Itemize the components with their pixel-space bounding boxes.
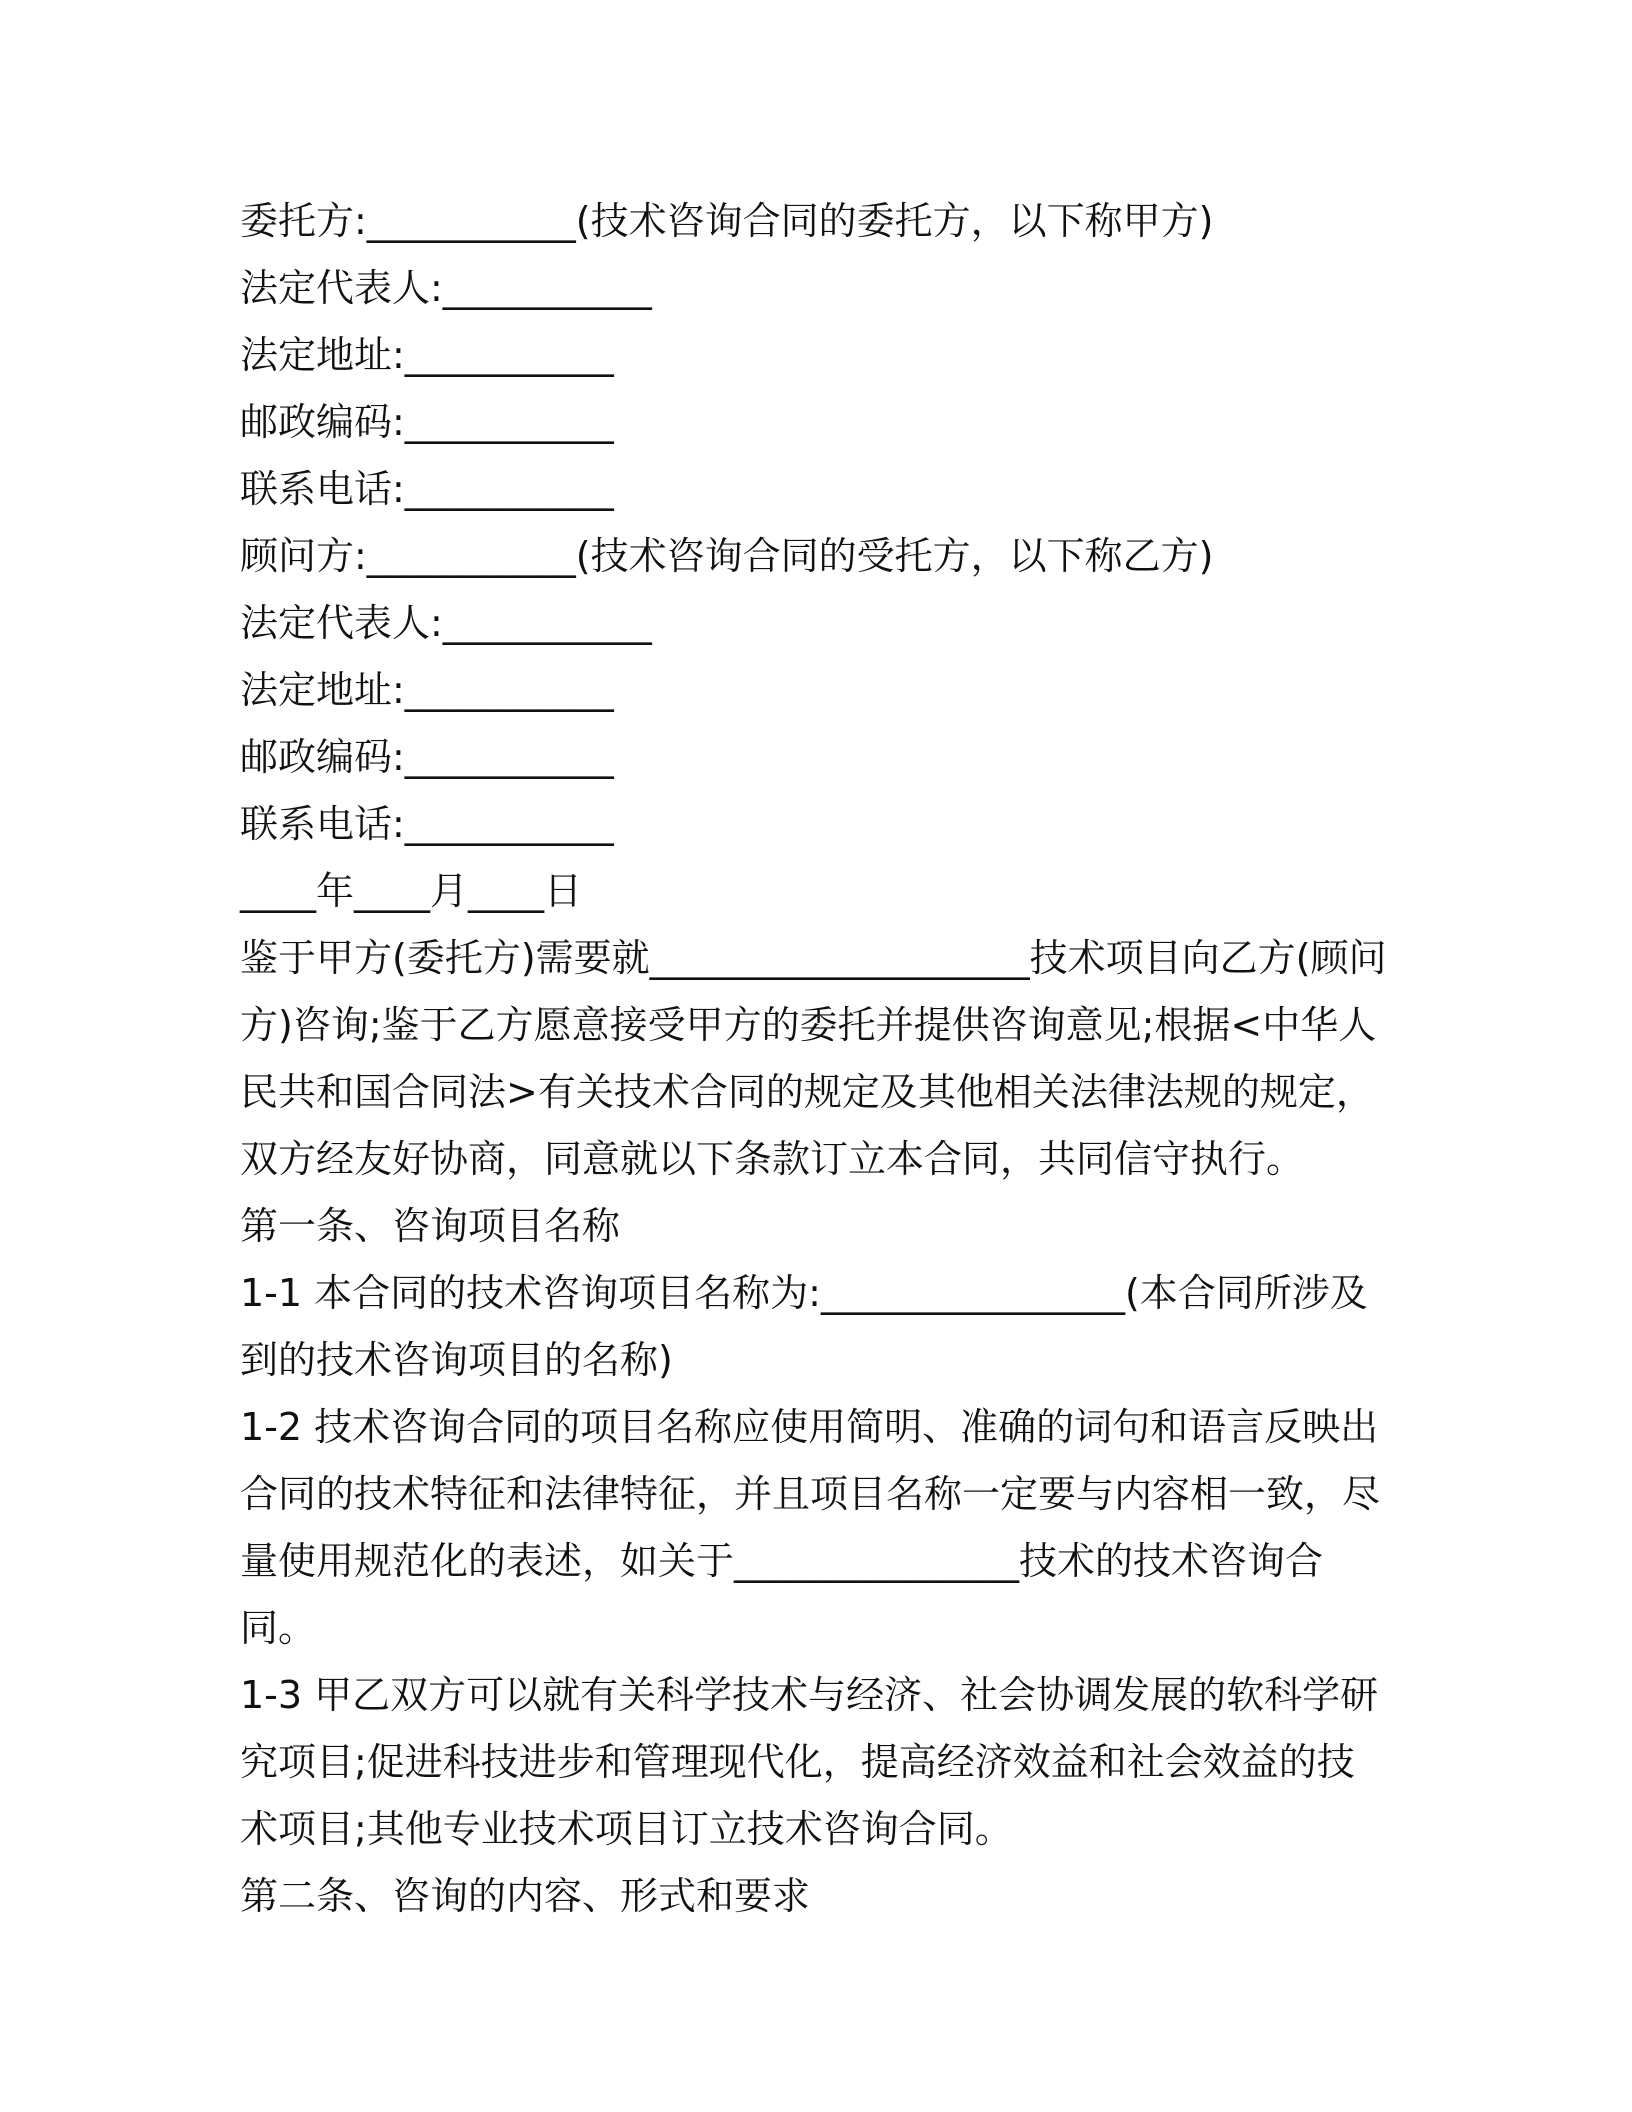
clause-1-1: 1-1 本合同的技术咨询项目名称为:________________(本合同所涉及到的技术咨询项目的名称) — [240, 1271, 1368, 1382]
article-2-heading: 第二条、咨询的内容、形式和要求 — [240, 1874, 811, 1918]
client-phone-line: 联系电话:___________ — [240, 467, 614, 511]
consultant-address-line: 法定地址:___________ — [240, 668, 614, 712]
clause-1-3: 1-3 甲乙双方可以就有关科学技术与经济、社会协调发展的软科学研究项目;促进科技进步和管理现代化，提高经济效益和社会效益的技术项目;其他专业技术项目订立技术咨询合同。 — [240, 1673, 1379, 1851]
client-party-line: 委托方:___________(技术咨询合同的委托方，以下称甲方) — [240, 199, 1214, 243]
clause-1-2: 1-2 技术咨询合同的项目名称应使用简明、准确的词句和语言反映出合同的技术特征和法律特征，并且项目名称一定要与内容相一致，尽量使用规范化的表述，如关于_______________技术的技术咨询合同。 — [240, 1405, 1381, 1650]
date-line: ____年____月____日 — [240, 869, 583, 913]
consultant-phone-line: 联系电话:___________ — [240, 802, 614, 846]
article-1-heading: 第一条、咨询项目名称 — [240, 1204, 621, 1248]
client-legal-rep-line: 法定代表人:___________ — [240, 266, 652, 310]
consultant-legal-rep-line: 法定代表人:___________ — [240, 601, 652, 645]
client-address-line: 法定地址:___________ — [240, 333, 614, 377]
client-postcode-line: 邮政编码:___________ — [240, 400, 614, 444]
consultant-party-line: 顾问方:___________(技术咨询合同的受托方，以下称乙方) — [240, 534, 1214, 578]
preamble-paragraph: 鉴于甲方(委托方)需要就____________________技术项目向乙方(顾问方)咨询;鉴于乙方愿意接受甲方的委托并提供咨询意见;根据<中华人民共和国合同法>有关技术合同的规定及其他相关法律法规的规定，双方经友好协商，同意就以下条款订立本合同，共同信守执行。 — [240, 936, 1387, 1181]
consultant-postcode-line: 邮政编码:___________ — [240, 735, 614, 779]
document-body — [240, 188, 1390, 1930]
